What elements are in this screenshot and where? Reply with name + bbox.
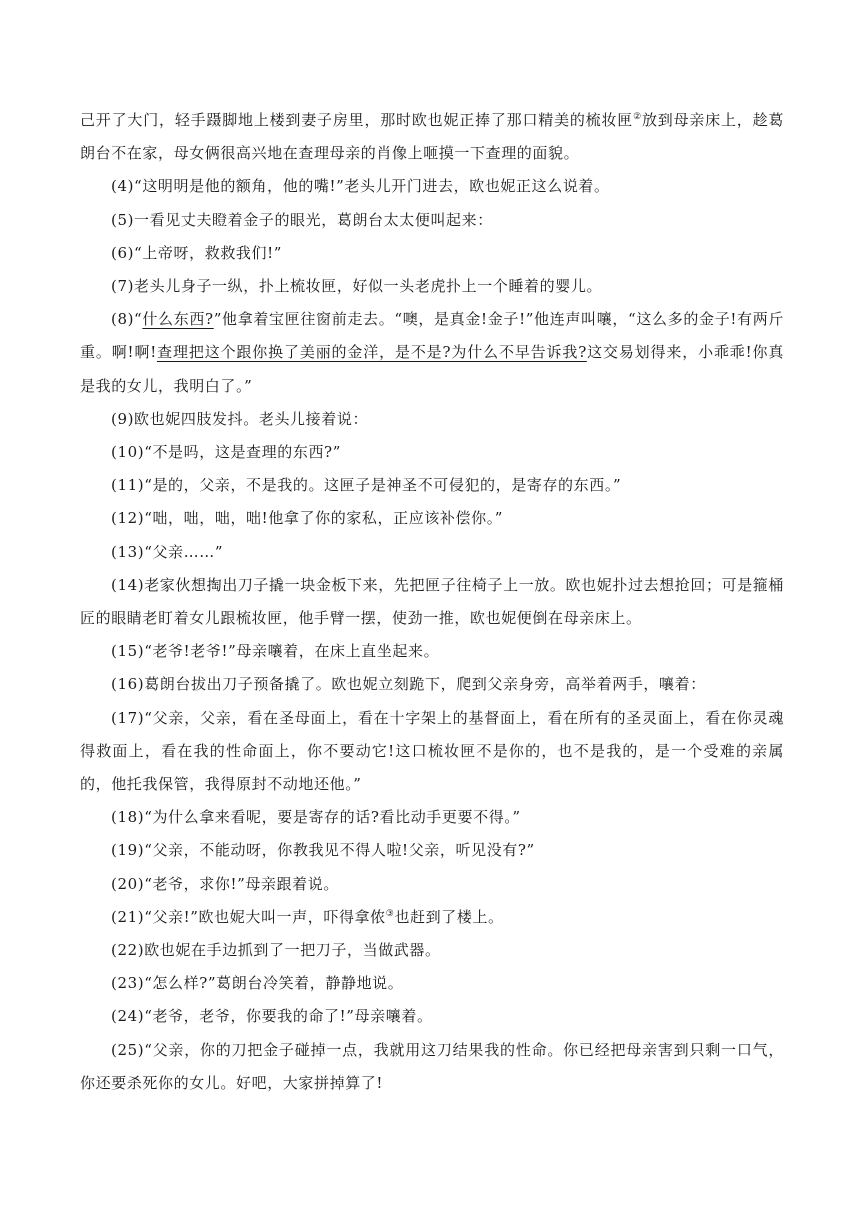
paragraph-12: (12)“咄，咄，咄，咄!他拿了你的家私，正应该补偿你。” — [111, 509, 504, 528]
paragraph-21: (21)“父亲!”欧也妮大叫一声，吓得拿侬③也赶到了楼上。 — [111, 907, 504, 926]
paragraph-4: (4)“这明明是他的额角，他的嘴!”老头儿开门进去，欧也妮正这么说着。 — [111, 177, 610, 196]
paragraph-9: (9)欧也妮四肢发抖。老头儿接着说： — [111, 409, 369, 428]
paragraph-continued: 己开了大门，轻手蹑脚地上楼到妻子房里，那时欧也妮正捧了那口精美的梳妆匣②放到母亲床上，趁葛朗台不在家，母女俩很高兴地在查理母亲的肖像上咂摸一下查理的面貌。 — [80, 111, 784, 163]
underlined-sentence: 查理把这个跟你换了美丽的金洋，是不是?为什么不早告诉我? — [156, 343, 587, 362]
paragraph-20: (20)“老爷，求你!”母亲跟着说。 — [111, 874, 339, 893]
paragraph-8: (8)“什么东西?”他拿着宝匣往窗前走去。“噢，是真金!金子!”他连声叫嚷，“这么多的金子!有两斤重。啊!啊!查理把这个跟你换了美丽的金洋，是不是?为什么不早告诉我?这交易划得来，小乖乖!你真是我的女儿，我明白了。” — [80, 310, 784, 395]
paragraph-18: (18)“为什么拿来看呢，要是寄存的话?看比动手更要不得。” — [111, 808, 521, 827]
paragraph-19: (19)“父亲，不能动呀，你教我见不得人啦!父亲，听见没有?” — [111, 841, 535, 860]
paragraph-10: (10)“不是吗，这是查理的东西?” — [111, 443, 341, 462]
paragraph-15: (15)“老爷!老爷!”母亲嚷着，在床上直坐起来。 — [111, 642, 440, 661]
paragraph-22: (22)欧也妮在手边抓到了一把刀子，当做武器。 — [111, 941, 441, 960]
paragraph-6: (6)“上帝呀，救救我们!” — [111, 243, 283, 262]
paragraph-13: (13)“父亲……” — [111, 542, 224, 561]
paragraph-14: (14)老家伙想掏出刀子撬一块金板下来，先把匣子往椅子上一放。欧也妮扑过去想抢回；可是箍桶匠的眼睛老盯着女儿跟梳妆匣，他手臂一摆，使劲一推，欧也妮便倒在母亲床上。 — [80, 575, 784, 628]
paragraph-23: (23)“怎么样?”葛朗台冷笑着，静静地说。 — [111, 974, 404, 993]
paragraph-5: (5)一看见丈夫瞪着金子的眼光，葛朗台太太便叫起来： — [111, 210, 493, 229]
paragraph-17: (17)“父亲，父亲，看在圣母面上，看在十字架上的基督面上，看在所有的圣灵面上，看在你灵魂得救面上，看在我的性命面上，你不要动它!这口梳妆匣不是你的，也不是我的，是一个受难的亲属的，他托我保管，我得原封不动地还他。” — [80, 708, 784, 794]
paragraph-25: (25)“父亲，你的刀把金子碰掉一点，我就用这刀结果我的性命。你已经把母亲害到只剩一口气，你还要杀死你的女儿。好吧，大家拼掉算了! — [80, 1040, 784, 1092]
footnote-marker: ③ — [385, 908, 395, 919]
paragraph-16: (16)葛朗台拔出刀子预备撬了。欧也妮立刻跪下，爬到父亲身旁，高举着两手，嚷着： — [111, 675, 706, 694]
footnote-marker: ② — [633, 112, 642, 122]
paragraph-24: (24)“老爷，老爷，你要我的命了!”母亲嚷着。 — [111, 1007, 433, 1026]
novel-excerpt — [80, 104, 784, 1100]
underlined-phrase: 什么东西? — [142, 310, 214, 329]
paragraph-11: (11)“是的，父亲，不是我的。这匣子是神圣不可侵犯的，是寄存的东西。” — [111, 476, 622, 495]
paragraph-7: (7)老头儿身子一纵，扑上梳妆匣，好似一头老虎扑上一个睡着的婴儿。 — [111, 277, 603, 296]
